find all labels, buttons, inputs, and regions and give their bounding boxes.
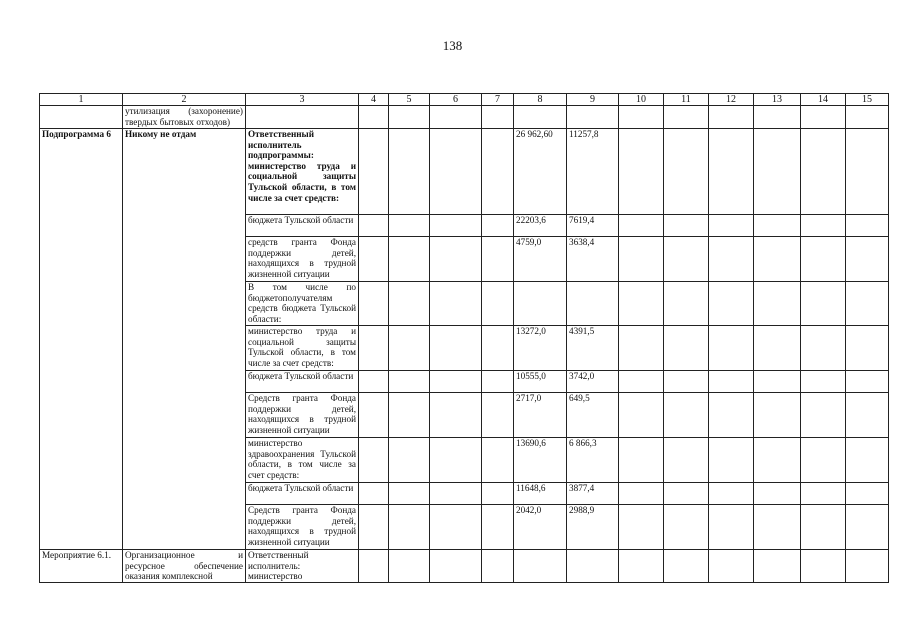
value-col8: 11648,6 (514, 483, 567, 505)
funding-source: бюджета Тульской области (246, 483, 359, 505)
value-col9: 649,5 (567, 393, 619, 438)
measure-title: Организационное и ресурсное обеспечение оказания комплексной (123, 550, 246, 583)
value-col8: 13690,6 (514, 438, 567, 483)
column-number: 9 (567, 94, 619, 106)
column-number-row (40, 94, 889, 106)
measure-label: Мероприятие 6.1. (40, 550, 123, 583)
measure-row (40, 550, 889, 583)
funding-source: министерство труда и социальной защиты Тульской области, в том числе за счет средств: (246, 326, 359, 371)
subprogram-label: Подпрограмма 6 (40, 129, 123, 550)
value-col9: 4391,5 (567, 326, 619, 371)
value-col8: 2717,0 (514, 393, 567, 438)
value-col8: 13272,0 (514, 326, 567, 371)
column-number: 8 (514, 94, 567, 106)
funding-source: В том числе по бюджетополучателям средств бюджета Тульской области: (246, 282, 359, 326)
column-number: 12 (709, 94, 754, 106)
subprogram-title: Никому не отдам (123, 129, 246, 550)
value-col9 (567, 282, 619, 326)
funding-source: Ответственный исполнитель подпрограммы: министерство труда и социальной защиты Тульской области, в том числе за счет средств: (246, 129, 359, 215)
value-col9: 6 866,3 (567, 438, 619, 483)
value-col8: 10555,0 (514, 371, 567, 393)
funding-source: средств гранта Фонда поддержки детей, находящихся в трудной жизненной ситуации (246, 237, 359, 282)
column-number: 1 (40, 94, 123, 106)
funding-source: бюджета Тульской области (246, 371, 359, 393)
value-col8: 4759,0 (514, 237, 567, 282)
column-number: 5 (389, 94, 430, 106)
value-col8 (514, 282, 567, 326)
value-col9: 3638,4 (567, 237, 619, 282)
continuation-text: утилизация (захоронение) твердых бытовых отходов) (123, 106, 246, 129)
value-col9: 3877,4 (567, 483, 619, 505)
cell (40, 106, 123, 129)
funding-source: Средств гранта Фонда поддержки детей, находящихся в трудной жизненной ситуации (246, 393, 359, 438)
page-number: 138 (442, 38, 463, 53)
column-number: 13 (754, 94, 801, 106)
value-col9: 2988,9 (567, 505, 619, 550)
column-number: 2 (123, 94, 246, 106)
column-number: 6 (430, 94, 482, 106)
funding-source: министерство здравоохранения Тульской области, в том числе за счет средств: (246, 438, 359, 483)
column-number: 14 (801, 94, 846, 106)
column-number: 11 (664, 94, 709, 106)
value-col8: 22203,6 (514, 215, 567, 237)
column-number: 7 (482, 94, 514, 106)
value-col8: 26 962,60 (514, 129, 567, 215)
column-number: 3 (246, 94, 359, 106)
funding-source: Средств гранта Фонда поддержки детей, находящихся в трудной жизненной ситуации (246, 505, 359, 550)
subprogram-row (40, 129, 889, 215)
measure-responsible: Ответственный исполнитель: министерство (246, 550, 359, 583)
value-col8: 2042,0 (514, 505, 567, 550)
continuation-row (40, 106, 889, 129)
value-col9: 7619,4 (567, 215, 619, 237)
value-col9: 3742,0 (567, 371, 619, 393)
budget-table (39, 93, 889, 583)
value-col9: 11257,8 (567, 129, 619, 215)
column-number: 15 (846, 94, 889, 106)
funding-source: бюджета Тульской области (246, 215, 359, 237)
column-number: 10 (619, 94, 664, 106)
column-number: 4 (359, 94, 389, 106)
